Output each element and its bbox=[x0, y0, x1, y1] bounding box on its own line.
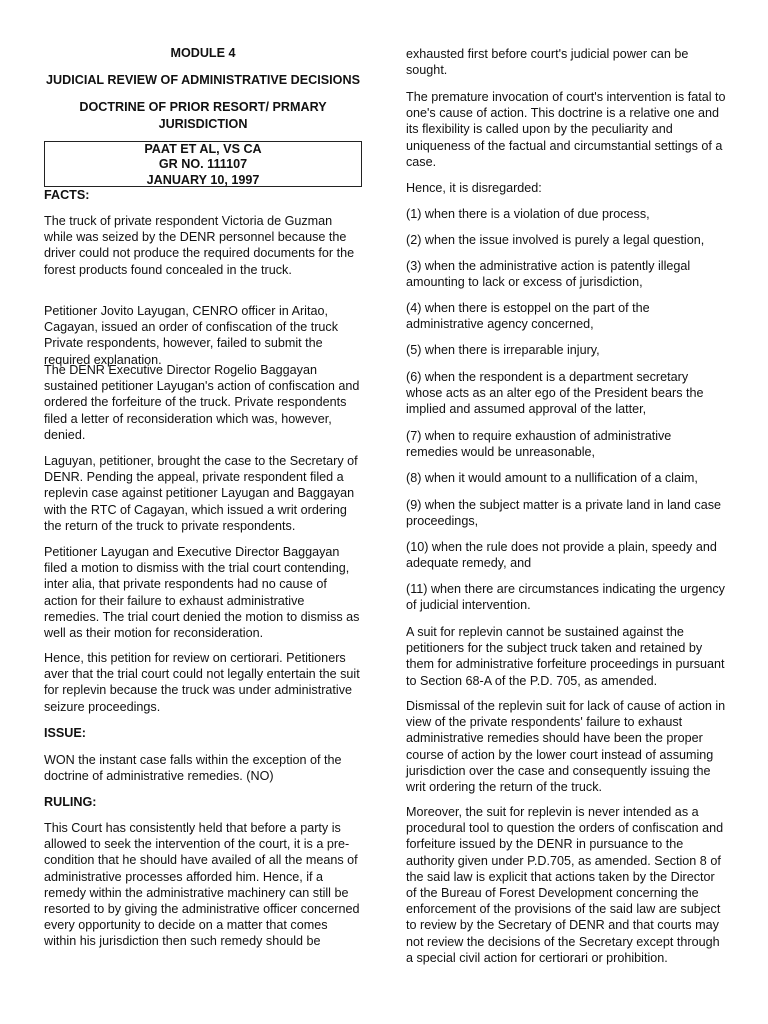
facts-paragraph: The truck of private respondent Victoria de Guzman while was seized by the DENR personnel because the driver could not produce the required documents for the forest products found concealed in the truck. bbox=[44, 214, 355, 277]
case-title: PAAT ET AL, VS CA bbox=[144, 142, 262, 156]
exception-item: (9) when the subject matter is a private land in land case proceedings, bbox=[406, 498, 722, 529]
exception-item: (7) when to require exhaustion of administrative remedies would be unreasonable, bbox=[406, 429, 672, 460]
exception-item: (1) when there is a violation of due process, bbox=[406, 207, 650, 221]
facts-paragraph: Petitioner Jovito Layugan, CENRO officer in Aritao, Cagayan, issued an order of confiscation of the truck Private respondents, however, failed to submit the required explanation. bbox=[44, 304, 339, 367]
facts-paragraph: Petitioner Layugan and Executive Director Baggayan filed a motion to dismiss with the trial court contending, inter alia, that private respondents had no cause of action for their failure to exhaust administrative remedies. The trial court denied the motion to dismiss as well as their motion for reconsideration. bbox=[44, 545, 360, 641]
module-heading: MODULE 4 bbox=[170, 46, 236, 60]
hence-paragraph: Hence, it is disregarded: bbox=[406, 181, 542, 195]
exception-item: (3) when the administrative action is patently illegal amounting to lack or excess of jurisdiction, bbox=[406, 259, 691, 290]
ruling-text: This Court has consistently held that before a party is allowed to seek the intervention of the court, it is a pre-condition that he should have availed of all the means of administrative processes afforded him. Hence, if a remedy within the administrative machinery can still be resorted to by giving the administrative officer concerned every opportunity to decide on a matter that comes within his jurisdiction then such remedy should be bbox=[44, 821, 360, 949]
exception-item: (8) when it would amount to a nullification of a claim, bbox=[406, 471, 698, 485]
issue-label: ISSUE: bbox=[44, 726, 86, 740]
exception-item: (10) when the rule does not provide a plain, speedy and adequate remedy, and bbox=[406, 540, 717, 571]
exception-item: (6) when the respondent is a department secretary whose acts as an alter ego of the President bears the implied and assumed approval of the latter, bbox=[406, 370, 704, 417]
replevin-paragraph: A suit for replevin cannot be sustained against the petitioners for the subject truck taken and retained by them for administrative forfeiture proceedings in pursuant to Section 68-A of the P.D. 705, as amended. bbox=[406, 625, 725, 688]
ruling-continuation: exhausted first before court's judicial power can be sought. bbox=[406, 47, 689, 78]
moreover-paragraph: Moreover, the suit for replevin is never intended as a procedural tool to question the orders of confiscation and forfeiture issued by the DENR in pursuance to the authority given under P.D.705, as amended. Section 8 of the said law is explicit that actions taken by the Director of the Bureau of Forest Development concerning the enforcement of the provisions of the said law are subject to review by the Secretary of DENR and that courts may not review the decisions of the Secretary except through a special civil action for certiorari or prohibition. bbox=[406, 805, 724, 965]
case-date: JANUARY 10, 1997 bbox=[146, 172, 260, 187]
issue-text: WON the instant case falls within the exception of the doctrine of administrative remedies. (NO) bbox=[44, 753, 342, 784]
case-box bbox=[44, 141, 362, 187]
doctrine-heading: DOCTRINE OF PRIOR RESORT/ PRMARY JURISDICTION bbox=[79, 100, 327, 131]
exception-item: (2) when the issue involved is purely a legal question, bbox=[406, 233, 705, 247]
case-gr-number: GR NO. 111107 bbox=[158, 157, 248, 172]
facts-label: FACTS: bbox=[44, 188, 90, 202]
dismissal-paragraph: Dismissal of the replevin suit for lack of cause of action in view of the private respondents' failure to exhaust administrative remedies should have been the proper course of action by the lower court instead of assuming jurisdiction over the case and consequently issuing the writ ordering the return of the truck. bbox=[406, 699, 726, 795]
facts-paragraph: Hence, this petition for review on certiorari. Petitioners aver that the trial court could not legally entertain the suit for replevin because the truck was under administrative seizure proceedings. bbox=[44, 651, 360, 714]
exception-item: (5) when there is irreparable injury, bbox=[406, 343, 600, 357]
exception-item: (11) when there are circumstances indicating the urgency of judicial intervention. bbox=[406, 582, 725, 613]
ruling-label: RULING: bbox=[44, 795, 97, 809]
premature-paragraph: The premature invocation of court's intervention is fatal to one's cause of action. This doctrine is a relative one and its flexibility is called upon by the peculiarity and uniqueness of the factual and circumstantial settings of a case. bbox=[406, 90, 726, 169]
facts-paragraph: Laguyan, petitioner, brought the case to the Secretary of DENR. Pending the appeal, private respondent filed a replevin case against petitioner Layugan and Baggayan with the RTC of Cagayan, which issued a writ ordering the return of the truck to private respondents. bbox=[44, 454, 358, 533]
topic-heading: JUDICIAL REVIEW OF ADMINISTRATIVE DECISIONS bbox=[46, 73, 360, 87]
exception-item: (4) when there is estoppel on the part of the administrative agency concerned, bbox=[406, 301, 650, 332]
facts-paragraph: The DENR Executive Director Rogelio Baggayan sustained petitioner Layugan's action of confiscation and ordered the forfeiture of the truck. Private respondents filed a letter of reconsideration which was, however, denied. bbox=[44, 363, 360, 442]
